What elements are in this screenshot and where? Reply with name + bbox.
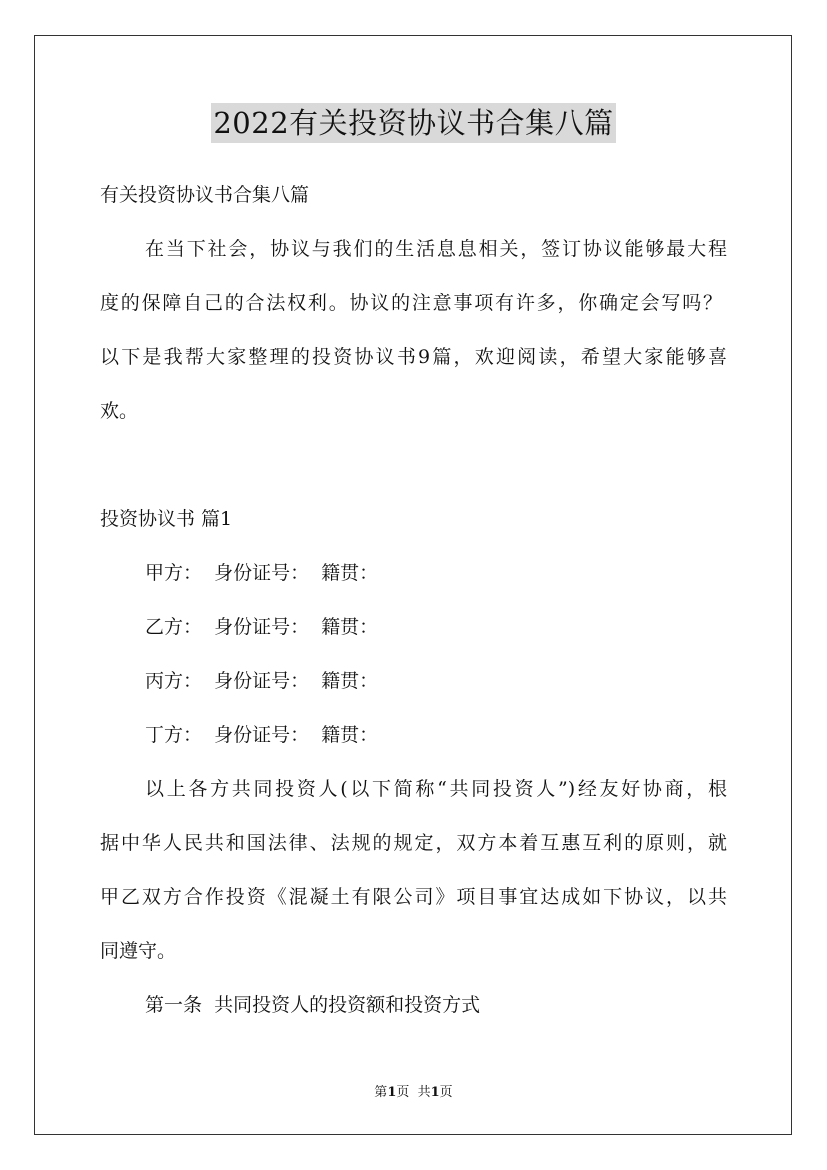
body-line-4: 同遵守。 (100, 940, 177, 962)
body-line-1: 以上各方共同投资人(以下简称“共同投资人”)经友好协商，根 (145, 778, 727, 800)
title-container (0, 103, 827, 143)
article-heading: 第一条 共同投资人的投资额和投资方式 (145, 994, 481, 1016)
footer-page-prefix: 第 (374, 1085, 388, 1100)
body-line-2: 据中华人民共和国法律、法规的规定，双方本着互惠互利的原则，就 (100, 832, 727, 854)
body-line-3: 甲乙双方合作投资《混凝土有限公司》项目事宜达成如下协议，以共 (100, 886, 727, 908)
page-footer (0, 1084, 827, 1102)
footer-page-total: 1 (430, 1085, 440, 1100)
footer-page-mid: 页 共 (396, 1085, 431, 1100)
footer-page-current: 1 (387, 1085, 397, 1100)
subtitle: 有关投资协议书合集八篇 (100, 184, 310, 206)
party-yi: 乙方： 身份证号： 籍贯： (145, 616, 379, 638)
footer-page-suffix: 页 (439, 1085, 453, 1100)
party-jia: 甲方： 身份证号： 籍贯： (145, 562, 379, 584)
intro-line-4: 欢。 (100, 400, 139, 422)
party-bing: 丙方： 身份证号： 籍贯： (145, 670, 379, 692)
section-heading: 投资协议书 篇1 (100, 508, 233, 530)
party-ding: 丁方： 身份证号： 籍贯： (145, 724, 379, 746)
intro-line-1: 在当下社会，协议与我们的生活息息相关，签订协议能够最大程 (145, 238, 727, 260)
document-title: 2022有关投资协议书合集八篇 (211, 103, 615, 143)
intro-line-3: 以下是我帮大家整理的投资协议书9篇，欢迎阅读，希望大家能够喜 (100, 346, 727, 368)
intro-line-2: 度的保障自己的合法权利。协议的注意事项有许多，你确定会写吗？ (100, 292, 722, 314)
